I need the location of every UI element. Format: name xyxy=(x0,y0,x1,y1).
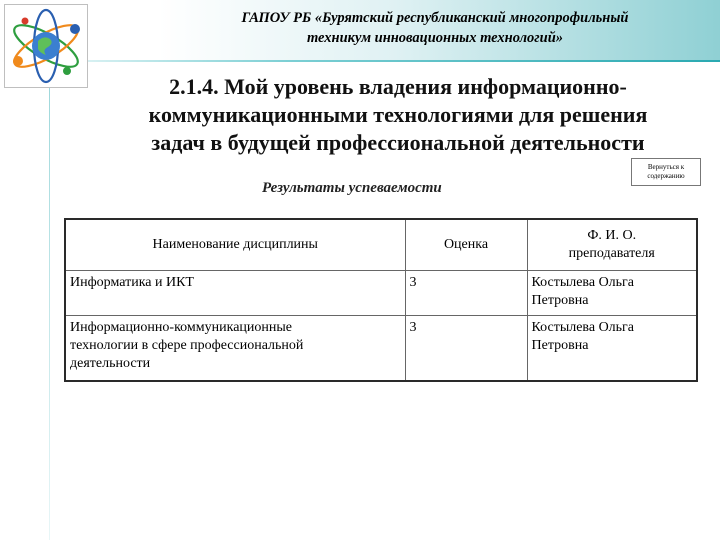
cell-discipline-line3: деятельности xyxy=(70,356,151,371)
header-discipline: Наименование дисциплины xyxy=(65,219,405,271)
cell-teacher-line2: Петровна xyxy=(531,293,589,308)
cell-teacher xyxy=(527,316,697,382)
cell-discipline xyxy=(65,316,405,382)
cell-discipline-line2: технологии в сфере профессиональной xyxy=(70,338,304,353)
back-button-label-line1: Вернуться к xyxy=(647,163,685,171)
table-row xyxy=(65,316,697,382)
institution-name-line1: ГАПОУ РБ «Бурятский республиканский многопрофильный xyxy=(241,10,629,26)
left-divider xyxy=(49,88,50,540)
cell-teacher-line2: Петровна xyxy=(531,338,589,353)
cell-discipline-line1: Информационно-коммуникационные xyxy=(70,320,292,335)
table-header-row xyxy=(65,219,697,271)
cell-teacher-line1: Костылева Ольга xyxy=(531,275,635,290)
atom-logo-icon xyxy=(4,4,88,88)
page-title xyxy=(100,73,696,157)
back-to-contents-button[interactable] xyxy=(631,158,701,186)
cell-teacher-line1: Костылева Ольга xyxy=(531,320,635,335)
section-subtitle: Результаты успеваемости xyxy=(262,180,442,196)
table-row xyxy=(65,271,697,316)
header-teacher xyxy=(527,219,697,271)
cell-grade: 3 xyxy=(405,271,527,316)
institution-header xyxy=(150,8,720,48)
header-grade: Оценка xyxy=(405,219,527,271)
page-title-line3: задач в будущей профессиональной деятельности xyxy=(151,130,645,155)
cell-discipline: Информатика и ИКТ xyxy=(65,271,405,316)
header-divider xyxy=(0,60,720,62)
page-title-line1: 2.1.4. Мой уровень владения информационно- xyxy=(169,74,627,99)
cell-teacher xyxy=(527,271,697,316)
page-title-line2: коммуникационными технологиями для решения xyxy=(148,102,648,127)
cell-grade: 3 xyxy=(405,316,527,382)
header-teacher-line2: преподавателя xyxy=(568,246,655,261)
institution-name-line2: техникум инновационных технологий» xyxy=(306,30,564,46)
back-button-label-line2: содержанию xyxy=(647,172,685,180)
grades-table xyxy=(64,218,698,382)
header-teacher-line1: Ф. И. О. xyxy=(587,228,637,243)
